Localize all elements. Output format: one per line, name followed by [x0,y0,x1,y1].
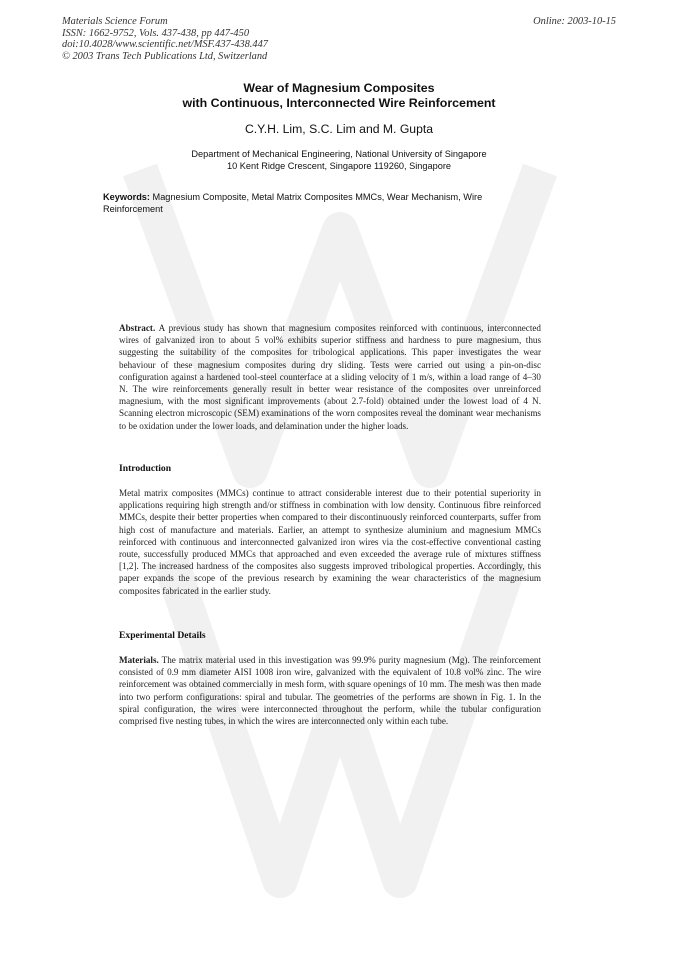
keywords [103,191,513,216]
affiliation-line-1: Department of Mechanical Engineering, National University of Singapore [191,149,487,159]
issn-line: ISSN: 1662-9752, Vols. 437-438, pp 447-450 [62,27,250,39]
keywords-label: Keywords: [103,192,150,202]
affiliation-line-2: 10 Kent Ridge Crescent, Singapore 119260, Singapore [226,161,452,171]
materials-label: Materials. [119,655,159,665]
authors: C.Y.H. Lim, S.C. Lim and M. Gupta [244,122,434,136]
experimental-heading: Experimental Details [119,630,206,641]
online-date: Online: 2003-10-15 [533,16,616,27]
abstract-text: A previous study has shown that magnesium composites reinforced with continuous, interconnected wires of galvanized iron to about 5 vol% exhibits superior stiffness and hardness to pure magnesium, thus suggesting the suitability of the composites for tribological applications. This paper investigates the wear behaviour of these magnesium composites during dry sliding. Tests were carried out using a pin-on-disc configuration against a hardened tool-steel counterface at a sliding velocity of 1 m/s, within a load range of 4–30 N. The wire reinforcements generally result in better wear resistance of the composites over unreinforced magnesium, with the most significant improvements (about 2.7-fold) obtained under the lowest load of 4 N. Scanning electron microscopic (SEM) examinations of the worn composites reveal the dominant wear mechanisms to be oxidation under the lower loads, and delamination under the higher loads. [119,323,541,431]
keywords-text: Magnesium Composite, Metal Matrix Composites MMCs, Wear Mechanism, Wire Reinforcement [103,192,483,215]
paper-title [0,81,678,111]
abstract-label: Abstract. [119,323,156,333]
title-line-2: with Continuous, Interconnected Wire Reinforcement [182,96,496,110]
introduction-heading: Introduction [119,463,172,474]
doi-link[interactable]: doi:10.4028/www.scientific.net/MSF.437-438.447 [62,39,268,51]
affiliation [0,148,678,172]
journal-header [62,16,268,62]
title-line-1: Wear of Magnesium Composites [243,81,435,95]
introduction-text: Metal matrix composites (MMCs) continue to attract considerable interest due to their potential superiority in applications requiring high strength and/or stiffness in combination with low density. Continuous fibre reinforced MMCs, despite their better properties when compared to their discontinuously reinforced counterparts, suffer from high cost of manufacture and materials. Earlier, an attempt to synthesize aluminium and magnesium MMCs reinforced with continuous and interconnected galvanized iron wires via the cost-effective conventional casting route, successfully produced MMCs that approached and even exceeded the average rule of mixtures stiffness [1,2]. The increased hardness of the composites also suggests improved tribological properties. Accordingly, this paper expands the scope of the previous research by examining the wear characteristics of the magnesium composites fabricated in the earlier study. [119,488,541,596]
copyright-line: © 2003 Trans Tech Publications Ltd, Switzerland [62,50,268,62]
materials-text: The matrix material used in this investigation was 99.9% purity magnesium (Mg). The reinforcement consisted of 0.9 mm diameter AISI 1008 iron wire, galvanized with the equivalent of 10.8 vol% zinc. The wire reinforcement was obtained commercially in mesh form, with square openings of 10 mm. The mesh was then made into two perform configurations: spiral and tubular. The geometries of the performs are shown in Fig. 1. In the spiral configuration, the wires were interconnected throughout the perform, while the tubular configuration comprised five nesting tubes, in which the wires are interconnected only within each tube. [119,655,541,727]
abstract [119,322,541,432]
materials-paragraph [119,654,541,727]
journal-name: Materials Science Forum [62,16,168,27]
